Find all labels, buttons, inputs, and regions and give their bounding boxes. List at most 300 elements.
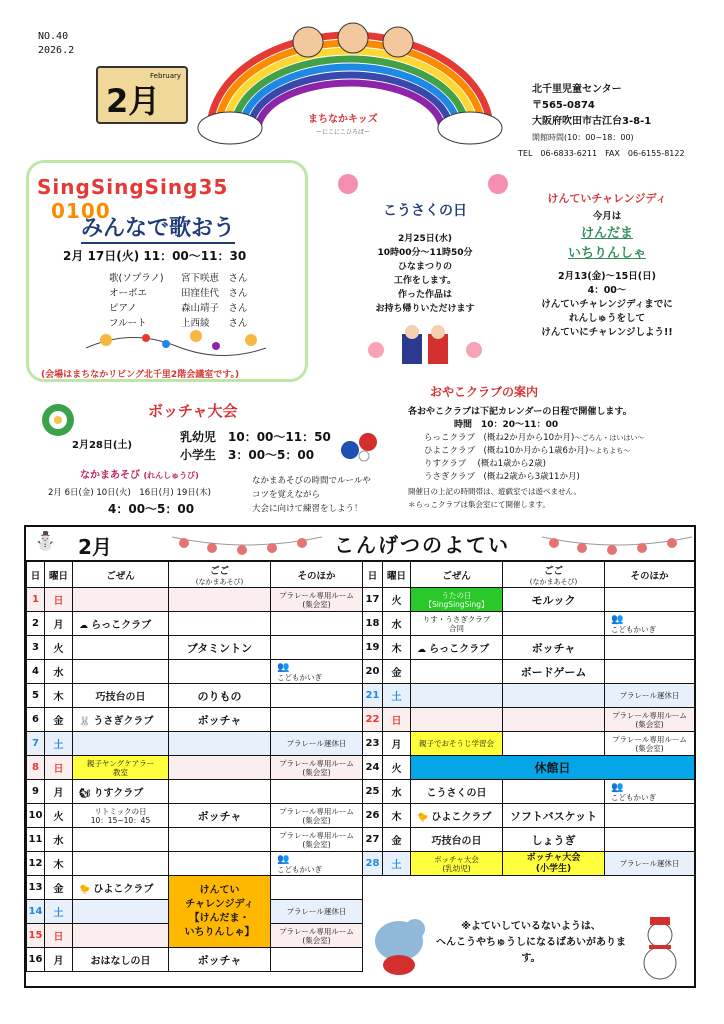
kentei-line: 2月13(金)～15日(日) [558,271,656,282]
club-note: ～ごろん・はいはい～ [574,434,645,442]
singsing-code: 0100 [51,199,111,223]
morning-cell [73,924,169,948]
calendar-notice-area [363,889,693,986]
play-cell: モルック [503,588,605,612]
member-part: オーボエ [109,288,148,299]
header-other: そのほか [605,562,695,588]
craft-day-section [340,200,510,316]
hearts-garland-icon [172,533,322,555]
play-cell [169,756,271,780]
other-cell [271,684,363,708]
calendar-row [363,708,695,732]
logo-sub: ーにこにこひろばー [316,129,371,136]
org-name: 北千里児童センター [532,84,622,95]
calendar-row [363,636,695,660]
parent-club-foot1: 開催日の上記の時間帯は、遊戯室では遊べません。 [408,487,581,496]
day-cell: 6 [27,708,45,732]
calendar-row [27,588,363,612]
header-play-label: ごご [209,565,229,577]
play-cell: ボッチャ [503,636,605,660]
other-text: こどもかいぎ [611,624,656,634]
calendar-row [363,852,695,876]
weekday-cell: 火 [45,804,73,828]
other-cell [271,612,363,636]
weekday-cell: 火 [45,636,73,660]
day-cell: 25 [363,780,383,804]
issue-number: NO.40 [38,31,69,42]
weekday-cell: 月 [45,780,73,804]
play-cell [169,828,271,852]
calendar-row [27,948,363,972]
day-cell: 11 [27,828,45,852]
member-name: 上西綾 さん [181,318,248,329]
singsing-date: 2月 17日(火) 11：00～11：30 [63,249,247,263]
kentei-lines [512,270,702,340]
morning-cell [73,588,169,612]
morning-text: 親子でおそうじ学習会 [419,739,494,748]
calendar-row [363,828,695,852]
parent-club-intro: 各おやこクラブは下記カレンダーの日程で開催します。 [408,407,632,417]
morning-cell [411,588,503,612]
club-row [424,471,708,484]
day-cell: 24 [363,756,383,780]
play-cell: ボッチャ大会 (小学生) [503,852,605,876]
day-cell: 4 [27,660,45,684]
org-tel: TEL 06-6833-6211 FAX 06-6155-8122 [518,149,685,158]
other-text: プラレール専用ルーム (集会室) [279,758,354,777]
weekday-cell: 日 [383,708,411,732]
org-zip: 〒565-0874 [532,100,595,111]
morning-cell [411,684,503,708]
other-text: こどもかいぎ [277,672,322,682]
header-am: ごぜん [73,562,169,588]
weekday-cell: 火 [383,756,411,780]
weekday-cell: 金 [383,660,411,684]
member-part: ピアノ [109,303,137,314]
morning-text: うさぎクラブ [93,716,154,727]
kentei-game2: いちりんしゃ [567,246,646,261]
rainbow-illustration [190,20,510,150]
day-cell: 2 [27,612,45,636]
meeting-icon: 👥 [611,781,624,793]
other-cell [271,948,363,972]
morning-cell [73,780,169,804]
morning-cell [73,948,169,972]
play-cell [169,660,271,684]
play-cell: ボッチャ [169,804,271,828]
other-cell [605,828,695,852]
craft-day-title: こうさくの日 [383,203,467,219]
header-play [169,562,271,588]
club-row [424,445,708,458]
calendar-row [27,612,363,636]
kentei-line: 4：00～ [587,285,627,296]
other-cell [605,636,695,660]
morning-text: 巧技台の日 [95,692,146,703]
other-text: プラレール運休日 [619,859,680,868]
singsing-heading: みんなで歌おう [81,211,235,244]
weekday-cell: 木 [45,684,73,708]
weekday-cell: 月 [383,732,411,756]
other-text: プラレール専用ルーム (集会室) [612,734,687,753]
morning-cell [411,636,503,660]
header-day: 日 [363,562,383,588]
other-text: プラレール専用ルーム (集会室) [279,926,354,945]
kentei-title: けんていチャレンジディ [547,192,667,205]
other-text: プラレール専用ルーム (集会室) [279,590,354,609]
parent-club-body [408,406,708,510]
morning-text: 巧技台の日 [431,836,482,847]
weekday-cell: 水 [45,660,73,684]
header-dow: 曜日 [45,562,73,588]
kentei-line: れんしゅうをして [568,313,645,324]
day-cell: 13 [27,876,45,900]
day-cell: 16 [27,948,45,972]
other-cell [271,660,363,684]
calendar-row [363,612,695,636]
month-logo-text: 2月 [106,82,161,120]
morning-cell [73,852,169,876]
club-name: ひよこクラブ (概ね10か月から1歳6か月) [424,446,589,456]
other-text: プラレール運休日 [619,691,680,700]
club-name: うさぎクラブ (概ね2歳から3歳11か月) [424,472,580,482]
singsing-venue-note: (会場はまちなかリビング北千里2階会議室です。) [41,370,240,380]
meeting-icon: 👥 [277,853,290,865]
morning-text: うたの日 【SingSingSing】 [424,590,489,609]
calendar-header-row [363,562,695,588]
logo-text: まちなかキッズ [308,114,378,125]
issue-info [38,30,74,58]
weekday-cell: 土 [383,684,411,708]
morning-cell [411,660,503,684]
music-notes-illustration [86,318,266,358]
morning-cell [73,900,169,924]
other-cell [271,636,363,660]
calendar-row [363,588,695,612]
morning-text: こうさくの日 [426,788,487,799]
calendar-row [27,660,363,684]
parent-club-foot2: ＊らっこクラブは集会室にて開催します。 [408,500,550,509]
header-other: そのほか [271,562,363,588]
parent-club-title: おやこクラブの案内 [430,385,539,399]
play-cell: のりもの [169,684,271,708]
calendar-row [27,684,363,708]
weekday-cell: 月 [45,948,73,972]
day-cell: 21 [363,684,383,708]
closed-day-cell: 休館日 [411,756,695,780]
other-cell [271,756,363,780]
calendar-row [363,660,695,684]
play-cell: ブタミントン [169,636,271,660]
weekday-cell: 日 [45,924,73,948]
calendar-row [27,732,363,756]
calendar-title: こんげつのよてい [334,533,510,557]
weekday-cell: 木 [383,636,411,660]
member-part: フルート [109,318,147,329]
header-dow: 曜日 [383,562,411,588]
morning-cell [73,660,169,684]
header-play-sub: (なかまあそび) [195,577,244,586]
play-cell: ボードゲーム [503,660,605,684]
weekday-cell: 土 [383,852,411,876]
morning-text: おはなしの日 [90,956,151,967]
header-day: 日 [27,562,45,588]
morning-text: ボッチャ大会 (乳幼児) [434,854,479,873]
calendar-row [27,708,363,732]
other-cell [271,588,363,612]
other-cell [271,876,363,900]
meeting-icon: 👥 [277,661,290,673]
day-cell: 9 [27,780,45,804]
boccia-title: ボッチャ大会 [148,402,238,420]
practice-desc-line: なかまあそびの時間でルールや [252,476,371,486]
org-address: 大阪府吹田市古江台3-8-1 [532,116,652,127]
other-text: プラレール専用ルーム (集会室) [612,710,687,729]
calendar-row [363,804,695,828]
practice-title [80,466,199,481]
club-icon: 🐰 [79,717,94,727]
day-cell: 28 [363,852,383,876]
other-cell [271,924,363,948]
header-am: ごぜん [411,562,503,588]
weekday-cell: 日 [45,588,73,612]
other-cell [605,612,695,636]
member-row [109,271,253,286]
practice-title-text: なかまあそび [80,470,140,481]
play-cell [503,732,605,756]
kentei-section [512,190,702,340]
weekday-cell: 木 [383,804,411,828]
play-cell [169,780,271,804]
weekday-cell: 火 [383,588,411,612]
play-cell [503,708,605,732]
day-cell: 10 [27,804,45,828]
member-name: 田窪佳代 さん [181,288,248,299]
morning-cell [73,804,169,828]
weekday-cell: 水 [45,828,73,852]
morning-cell [411,612,503,636]
hina-dolls-illustration [366,320,486,368]
morning-text: りすクラブ [93,788,144,799]
calendar-table-right [362,561,695,876]
day-cell: 8 [27,756,45,780]
morning-cell [73,876,169,900]
morning-cell [411,804,503,828]
calendar-row [363,732,695,756]
morning-text: リトミックの日 10：15~10：45 [90,806,151,825]
header-play [503,562,605,588]
morning-cell [411,780,503,804]
member-name: 森山靖子 さん [181,303,248,314]
weekday-cell: 水 [383,780,411,804]
day-cell: 15 [27,924,45,948]
weekday-cell: 日 [45,756,73,780]
morning-cell [73,684,169,708]
craft-day-line: 工作をします。 [393,276,457,286]
craft-day-line: ひなまつりの [397,262,452,272]
other-cell [271,708,363,732]
boccia-date: 2月28日(土) [72,440,133,451]
club-row [424,432,708,445]
kentei-sub: 今月は [592,211,622,222]
other-cell [605,708,695,732]
morning-cell [73,756,169,780]
calendar-table-left [26,561,363,972]
other-cell [271,900,363,924]
day-cell: 14 [27,900,45,924]
weekday-cell: 月 [45,612,73,636]
play-cell [503,612,605,636]
peach-flower-icon [334,170,374,200]
calendar-row [27,828,363,852]
morning-cell [73,828,169,852]
craft-day-lines [340,232,510,316]
day-cell: 27 [363,828,383,852]
other-cell [271,852,363,876]
parent-club-list [424,432,708,484]
club-icon: 🐤 [79,885,94,895]
play-cell [169,732,271,756]
other-cell [271,732,363,756]
club-icon: ☁ [79,621,92,631]
practice-dates: 2月 6日(金) 10日(火) 16日(月) 19日(木) [48,488,211,498]
club-row [424,458,708,471]
snowman-illustration [635,913,685,981]
weekday-cell: 金 [45,708,73,732]
month-logo [96,66,188,124]
day-cell: 22 [363,708,383,732]
morning-cell [411,708,503,732]
hearts-garland-icon [542,533,692,555]
issue-date: 2026.2 [38,45,75,56]
craft-day-line: お持ち帰りいただけます [375,304,475,314]
boccia-times [180,428,331,464]
other-text: プラレール専用ルーム (集会室) [279,830,354,849]
calendar-row [27,804,363,828]
member-part: 歌(ソプラノ) [109,273,164,284]
other-text: プラレール運休日 [286,907,347,916]
other-cell [605,852,695,876]
elephant-illustration [369,901,439,981]
play-cell [169,588,271,612]
snowman-icon: ⛄ [34,531,57,552]
other-text: プラレール専用ルーム (集会室) [279,806,354,825]
weekday-cell: 木 [45,852,73,876]
calendar-row [27,756,363,780]
craft-day-line: 作った作品は [397,290,452,300]
morning-text: 親子ヤングケアラー 教室 [86,758,155,777]
day-cell: 5 [27,684,45,708]
morning-text: らっこクラブ [429,644,490,655]
kentei-line: けんていチャレンジディまでに [541,299,673,310]
weekday-cell: 水 [383,612,411,636]
play-cell [169,612,271,636]
meeting-icon: 👥 [611,613,624,625]
morning-cell [411,828,503,852]
club-icon: 🐿 [79,789,94,799]
calendar-row [27,636,363,660]
club-name: らっこクラブ (概ね2か月から10か月) [424,433,575,443]
weekday-cell: 金 [383,828,411,852]
parent-club-time: 時間 10：20～11：00 [454,420,559,430]
club-name: りすクラブ (概ね1歳から2歳) [424,459,546,469]
day-cell: 20 [363,660,383,684]
day-cell: 1 [27,588,45,612]
organization-info [518,82,685,162]
morning-cell [73,708,169,732]
member-row [109,286,253,301]
craft-day-line: 10時00分～11時50分 [377,248,473,258]
calendar-header [26,527,694,561]
calendar-row [363,780,695,804]
day-cell: 3 [27,636,45,660]
practice-description [252,474,371,516]
other-text: こどもかいぎ [277,864,322,874]
singsing-title-text: SingSingSing35 [37,175,229,199]
morning-text: ひよこクラブ [431,812,492,823]
play-cell [169,852,271,876]
day-cell: 12 [27,852,45,876]
org-hours: 開館時間(10：00~18：00) [532,133,634,142]
other-cell [605,804,695,828]
morning-cell [411,732,503,756]
weekday-cell: 土 [45,732,73,756]
morning-cell [411,852,503,876]
practice-title-kana: (れんしゅうび) [143,471,199,480]
morning-text: ひよこクラブ [93,884,154,895]
calendar-notice: ※よていしているないようは、 へんこうやちゅうしになるばあいがあります。 [436,921,626,964]
header-play-label: ごご [543,565,563,577]
day-cell: 26 [363,804,383,828]
morning-cell [73,732,169,756]
morning-text: らっこクラブ [91,620,152,631]
day-cell: 18 [363,612,383,636]
boccia-time-toddler: 乳幼児 10：00～11：50 [180,430,331,444]
kentei-day-cell: けんてい チャレンジディ 【けんだま・ いちりんしゃ】 [169,876,271,948]
weekday-cell: 土 [45,900,73,924]
calendar-row [27,780,363,804]
club-icon: 🐤 [417,813,432,823]
other-cell [605,684,695,708]
calendar-row [27,852,363,876]
kentei-line: けんていにチャレンジしよう!! [541,327,673,338]
calendar-header-row [27,562,363,588]
boccia-ball-icon [40,402,76,438]
other-cell [271,804,363,828]
other-cell [605,780,695,804]
morning-cell [73,636,169,660]
calendar-month: 2月 [78,535,112,559]
play-cell: しょうぎ [503,828,605,852]
club-icon: ☁ [417,645,430,655]
month-logo-en: February [150,72,182,80]
other-cell [605,660,695,684]
play-cell [503,780,605,804]
other-cell [271,780,363,804]
monthly-calendar [24,525,696,988]
day-cell: 7 [27,732,45,756]
member-row [109,301,253,316]
boccia-balls-illustration [338,428,382,464]
play-cell: ボッチャ [169,948,271,972]
morning-cell [73,612,169,636]
day-cell: 17 [363,588,383,612]
play-cell: ソフトバスケット [503,804,605,828]
play-cell [503,684,605,708]
day-cell: 19 [363,636,383,660]
other-cell [271,828,363,852]
weekday-cell: 金 [45,876,73,900]
